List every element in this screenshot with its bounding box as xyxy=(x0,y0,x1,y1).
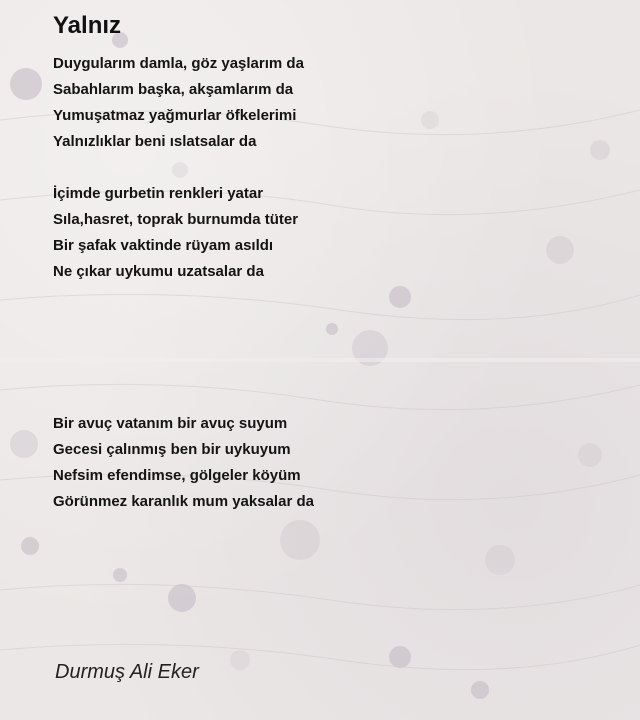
stanza-1 xyxy=(53,51,304,155)
poem-line: Bir şafak vaktinde rüyam asıldı xyxy=(53,237,274,254)
poem-line: Nefsim efendimse, gölgeler köyüm xyxy=(53,467,301,484)
poem-line: Sıla,hasret, toprak burnumda tüter xyxy=(53,211,299,228)
poem-line: Duygularım damla, göz yaşlarım da xyxy=(53,55,304,72)
poem-title: Yalnız xyxy=(53,12,122,39)
poem-line: Yalnızlıklar beni ıslatsalar da xyxy=(53,133,257,150)
poem-line: Gecesi çalınmış ben bir uykuyum xyxy=(53,441,291,458)
poem-line: Sabahlarım başka, akşamlarım da xyxy=(53,81,294,98)
poem-author: Durmuş Ali Eker xyxy=(55,661,199,683)
poem-line: İçimde gurbetin renkleri yatar xyxy=(53,185,264,202)
stanza-3 xyxy=(53,411,314,515)
poem-line: Görünmez karanlık mum yaksalar da xyxy=(53,493,314,510)
stanza-2 xyxy=(53,181,298,285)
poem-line: Bir avuç vatanım bir avuç suyum xyxy=(53,415,288,432)
poem-line: Ne çıkar uykumu uzatsalar da xyxy=(53,263,264,280)
poem-line: Yumuşatmaz yağmurlar öfkelerimi xyxy=(53,107,297,124)
